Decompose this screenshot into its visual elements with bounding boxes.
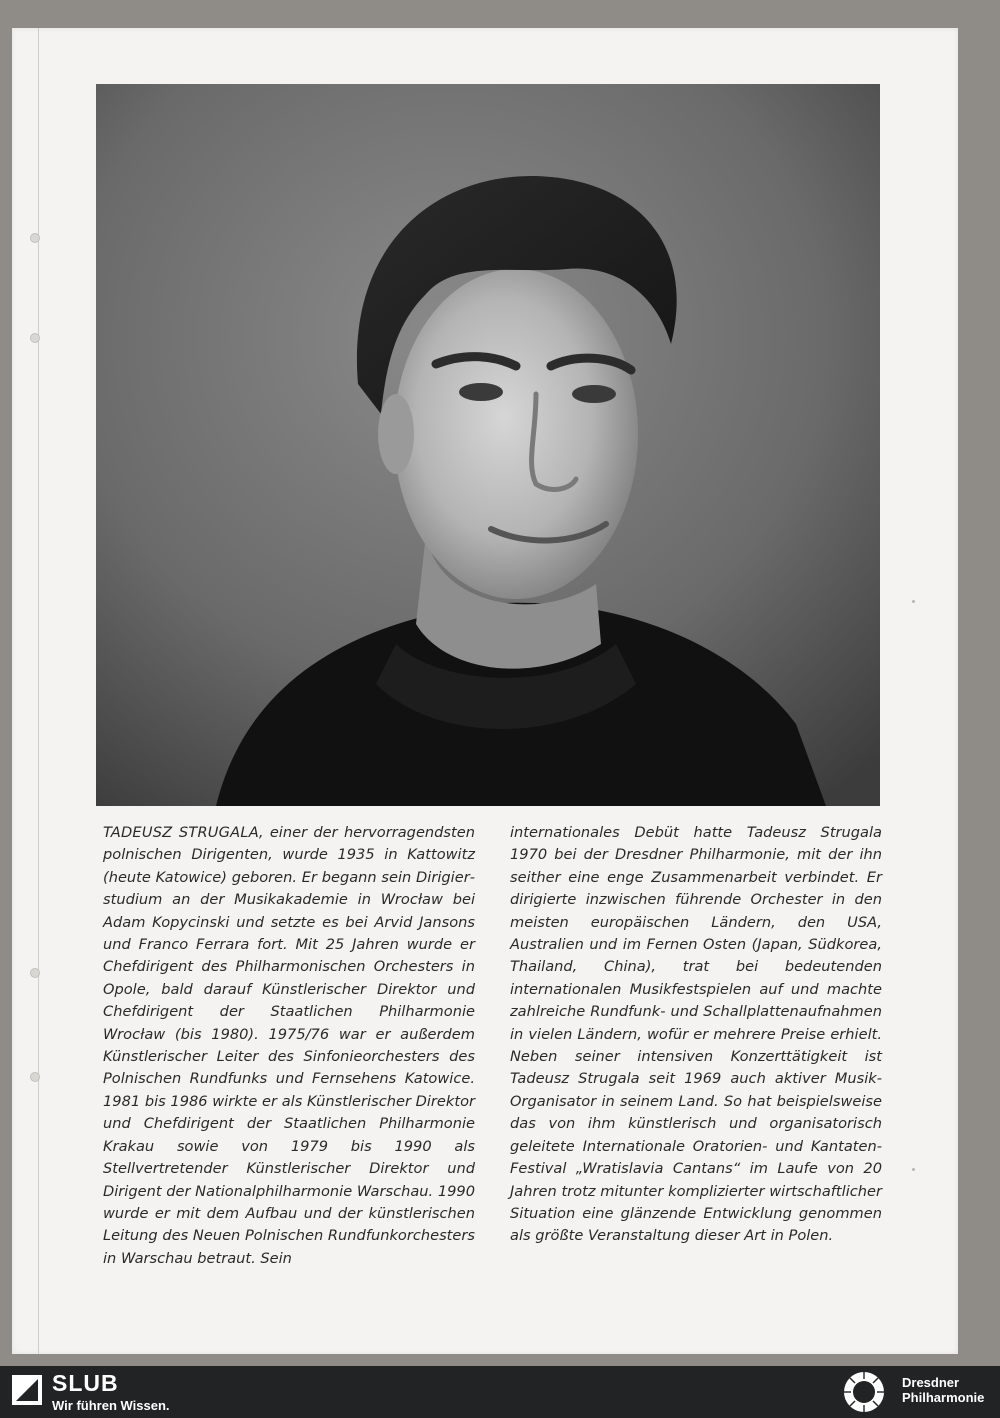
philharmonie-logo-icon bbox=[842, 1370, 886, 1414]
partner-name-line1: Dresdner bbox=[902, 1375, 960, 1390]
biography-column-right bbox=[510, 822, 882, 1248]
binding-hole bbox=[30, 333, 40, 343]
paper-speck bbox=[912, 600, 915, 603]
biography-text-left: , einer der hervorragendsten polnischen Dirigenten, wurde 1935 in Kattowitz (heute Katowice) geboren. Er begann sein Dirigierstudium an der Musikakademie in Wrocław bei Adam Kopycinski und setzte es bei Arvid Jansons und Franco Ferrara fort. Mit 25 Jahren wurde er Chefdirigent des Philharmonischen Orchesters in Opole, bald darauf Künstlerischer Direktor und Chefdirigent der Staatlichen Philharmonie Wrocław (bis 1980). 1975/76 war er außerdem Künstlerischer Leiter des Sinfonieorchesters des Polnischen Rundfunks und Fernsehens Katowice. 1981 bis 1986 wirkte er als Künstlerischer Direktor und Chefdirigent der Staatlichen Philharmonie Krakau sowie von 1979 bis 1990 als Stellvertretender Künstlerischer Direktor und Dirigent der Nationalphilharmonie Warschau. 1990 wurde er mit dem Aufbau und der künstlerischen Leitung des Neuen Polnischen Rundfunkorchesters in Warschau betraut. Sein bbox=[103, 824, 475, 1267]
conductor-name: TADEUSZ STRUGALA bbox=[103, 824, 259, 841]
biography-column-left bbox=[103, 822, 475, 1270]
binding-hole bbox=[30, 233, 40, 243]
binding-hole bbox=[30, 968, 40, 978]
portrait-image bbox=[96, 84, 880, 806]
footer-bar bbox=[0, 1366, 1000, 1418]
slub-logo-icon bbox=[12, 1375, 42, 1405]
binding-hole bbox=[30, 1072, 40, 1082]
portrait-photo bbox=[96, 84, 880, 806]
library-name: SLUB bbox=[52, 1370, 119, 1396]
page-fold-line bbox=[38, 28, 39, 1354]
library-tagline: Wir führen Wissen. bbox=[52, 1398, 170, 1413]
biography-text-right: internationales Debüt hatte Tadeusz Strugala 1970 bei der Dresdner Philharmonie, mit der ihn seither eine enge Zusammenarbeit verbindet. Er dirigierte inzwischen führende Orchester in den meisten europäischen Ländern, den USA, Australien und im Fernen Osten (Japan, Südkorea, Thailand, China), trat bei bedeutenden internationalen Musikfestspielen auf und machte zahlreiche Rundfunk- und Schallplattenaufnahmen in vielen Ländern, wofür er mehrere Preise erhielt. Neben seiner intensiven Konzerttätigkeit ist Tadeusz Strugala seit 1969 auch aktiver Musik-Organisator in seinem Land. So hat beispielsweise das von ihm künstlerisch und organisatorisch geleitete Internationale Oratorien- und Kantaten-Festival „Wratislavia Cantans“ im Laufe von 20 Jahren trotz mitunter komplizierter wirtschaftlicher Situation eine glänzende Entwicklung genommen als größte Veranstaltung dieser Art in Polen. bbox=[510, 824, 882, 1245]
partner-name bbox=[902, 1375, 994, 1405]
partner-name-line2: Philharmonie bbox=[902, 1390, 985, 1405]
paper-speck bbox=[912, 1168, 915, 1171]
